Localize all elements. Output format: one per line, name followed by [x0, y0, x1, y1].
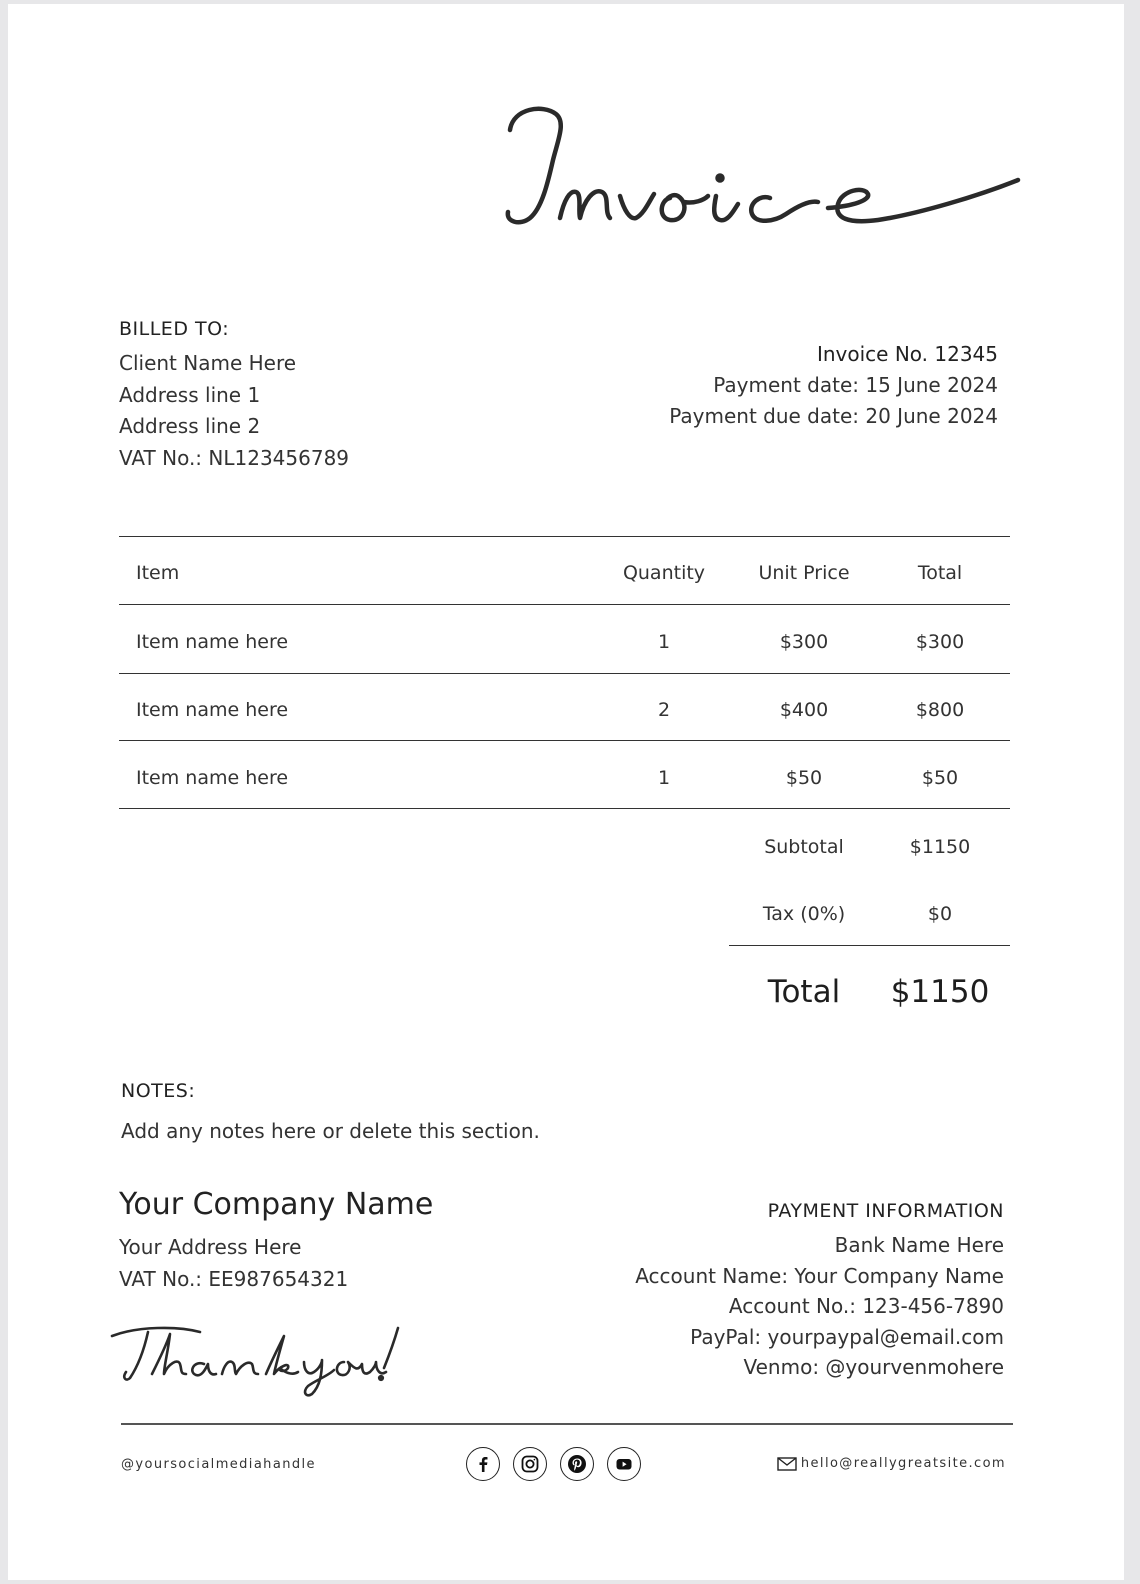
venmo: Venmo: @yourvenmohere	[743, 1355, 1004, 1379]
table-rule	[119, 536, 1010, 537]
company-name: Your Company Name	[119, 1187, 434, 1222]
thank-you-signature	[108, 1322, 408, 1402]
instagram-icon[interactable]	[513, 1447, 547, 1481]
payment-date: Payment date: 15 June 2024	[713, 373, 998, 397]
row-3-unit-price: $50	[785, 767, 823, 789]
table-rule	[119, 740, 1010, 741]
company-vat: VAT No.: EE987654321	[119, 1266, 349, 1291]
account-name: Account Name: Your Company Name	[635, 1263, 1004, 1288]
row-1-unit-price: $300	[779, 631, 829, 653]
pinterest-icon[interactable]	[560, 1447, 594, 1481]
tax-label: Tax (0%)	[762, 903, 846, 925]
company-address: Your Address Here	[119, 1235, 302, 1259]
billed-to-label: BILLED TO:	[119, 318, 230, 340]
footer-email[interactable]	[777, 1456, 1006, 1471]
header-quantity: Quantity	[622, 562, 706, 584]
paypal: PayPal: yourpaypal@email.com	[690, 1324, 1004, 1349]
subtotal-label: Subtotal	[764, 836, 844, 858]
client-vat: VAT No.: NL123456789	[119, 445, 350, 470]
table-rule	[119, 808, 1010, 809]
account-number: Account No.: 123-456-7890	[728, 1294, 1004, 1318]
company-section	[119, 1187, 433, 1295]
total-label: Total	[767, 974, 841, 1010]
row-3-item: Item name here	[136, 767, 289, 789]
facebook-icon[interactable]	[466, 1447, 500, 1481]
payment-info-label: PAYMENT INFORMATION	[767, 1200, 1004, 1222]
mail-icon	[777, 1457, 797, 1471]
row-1-item: Item name here	[136, 631, 289, 653]
totals-rule	[729, 945, 1010, 946]
header-unit-price: Unit Price	[758, 562, 850, 584]
row-2-item: Item name here	[136, 699, 289, 721]
payment-due-date: Payment due date: 20 June 2024	[669, 404, 998, 428]
social-handle[interactable]: @yoursocialmediahandle	[121, 1457, 316, 1472]
client-address-line-1: Address line 1	[119, 382, 261, 407]
invoice-page	[8, 4, 1124, 1580]
notes-section	[121, 1080, 540, 1148]
invoice-meta	[498, 339, 998, 432]
bank-name: Bank Name Here	[834, 1233, 1004, 1257]
total-value: $1150	[890, 974, 990, 1010]
subtotal-value: $1150	[909, 836, 971, 858]
client-address-line-2: Address line 2	[119, 414, 261, 438]
email-address[interactable]: hello@reallygreatsite.com	[800, 1456, 1006, 1471]
row-2-unit-price: $400	[779, 699, 829, 721]
invoice-title	[498, 100, 1038, 240]
row-2-total: $800	[915, 699, 965, 721]
client-name: Client Name Here	[119, 351, 297, 375]
table-rule	[119, 604, 1010, 605]
row-3-quantity: 1	[657, 767, 671, 789]
row-2-quantity: 2	[657, 699, 671, 721]
notes-label: NOTES:	[121, 1080, 196, 1102]
row-1-total: $300	[915, 631, 965, 653]
header-item: Item	[136, 562, 180, 584]
table-rule	[119, 673, 1010, 674]
payment-info-section	[484, 1200, 1004, 1383]
footer-divider	[121, 1423, 1013, 1425]
header-total: Total	[917, 562, 963, 584]
tax-value: $0	[927, 903, 953, 925]
invoice-number: Invoice No. 12345	[816, 342, 998, 366]
row-3-total: $50	[921, 767, 959, 789]
row-1-quantity: 1	[657, 631, 671, 653]
youtube-icon[interactable]	[607, 1447, 641, 1481]
social-icons	[466, 1447, 649, 1481]
billed-to-section	[119, 318, 349, 474]
notes-text: Add any notes here or delete this section.	[121, 1119, 540, 1143]
